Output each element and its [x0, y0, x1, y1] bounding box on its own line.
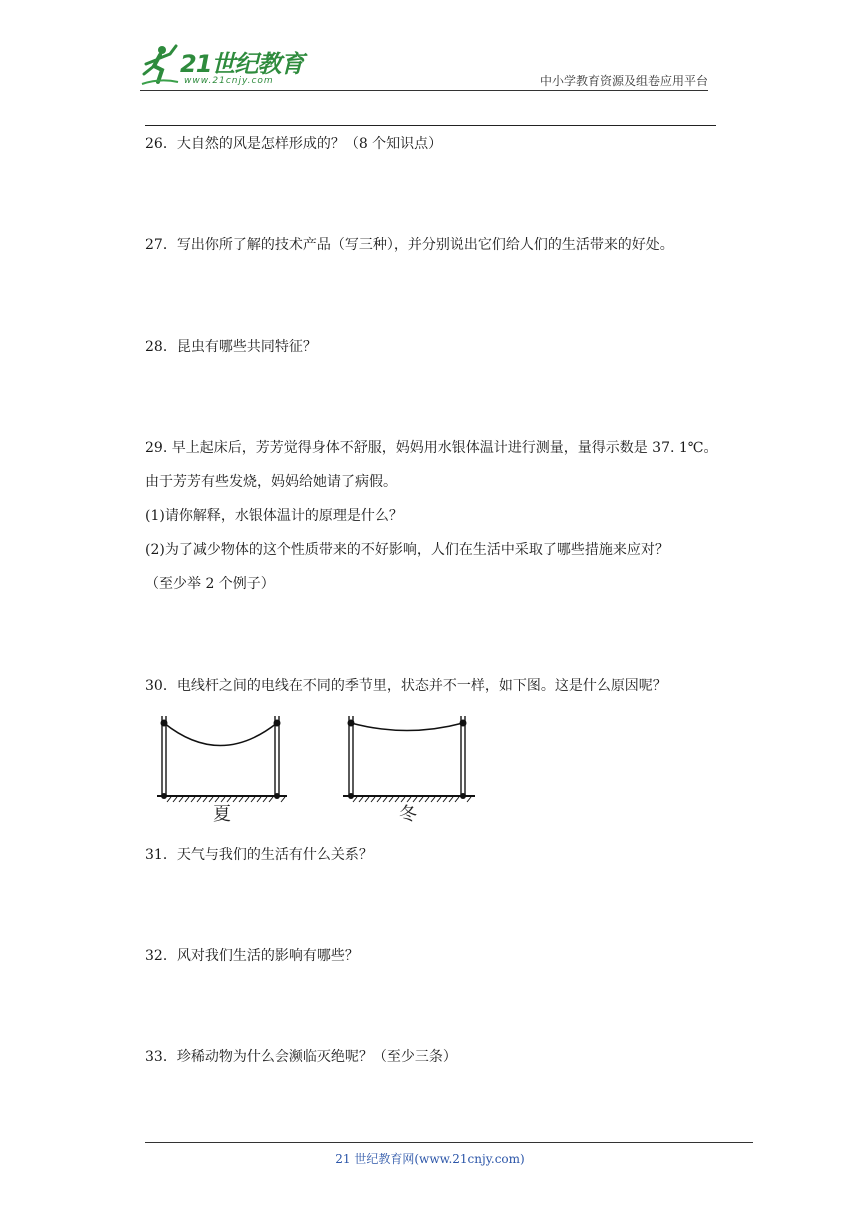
header-platform-text: 中小学教育资源及组卷应用平台	[539, 74, 708, 88]
question-29-line-2: 由于芳芳有些发烧，妈妈给她请了病假。	[145, 474, 397, 490]
question-26: 26．大自然的风是怎样形成的？（8 个知识点）	[145, 136, 443, 152]
winter-diagram	[343, 716, 475, 825]
footer-text: 21 世纪教育网(www.21cnjy.com)	[335, 1152, 525, 1166]
site-logo	[140, 40, 310, 92]
question-33: 33．珍稀动物为什么会濒临灭绝呢？（至少三条）	[145, 1049, 457, 1065]
summer-diagram	[157, 716, 287, 825]
question-32: 32．风对我们生活的影响有哪些？	[145, 948, 359, 964]
question-30: 30．电线杆之间的电线在不同的季节里，状态并不一样，如下图。这是什么原因呢？	[145, 678, 667, 694]
question-29-part-2: (2)为了减少物体的这个性质带来的不好影响，人们在生活中采取了哪些措施来应对？	[145, 542, 669, 558]
summer-label: 夏	[213, 804, 231, 825]
question-28: 28．昆虫有哪些共同特征？	[145, 339, 317, 355]
runner-logo-icon	[140, 44, 180, 88]
question-29-part-2-cont: （至少举 2 个例子）	[145, 576, 275, 592]
winter-label: 冬	[399, 804, 417, 825]
question-29-part-1: (1)请你解释，水银体温计的原理是什么？	[145, 508, 403, 524]
question-31: 31．天气与我们的生活有什么关系？	[145, 847, 373, 863]
question-27: 27．写出你所了解的技术产品（写三种），并分别说出它们给人们的生活带来的好处。	[145, 237, 674, 253]
question-29-line-1: 29. 早上起床后，芳芳觉得身体不舒服，妈妈用水银体温计进行测量，量得示数是 37. 1℃。	[145, 440, 718, 456]
content-top-rule	[145, 125, 716, 126]
footer-divider	[145, 1142, 753, 1143]
logo-url: www.21cnjy.com	[184, 76, 274, 86]
logo-text: 21世纪教育	[180, 50, 304, 78]
header-divider	[140, 90, 708, 91]
power-line-figure	[145, 708, 485, 828]
